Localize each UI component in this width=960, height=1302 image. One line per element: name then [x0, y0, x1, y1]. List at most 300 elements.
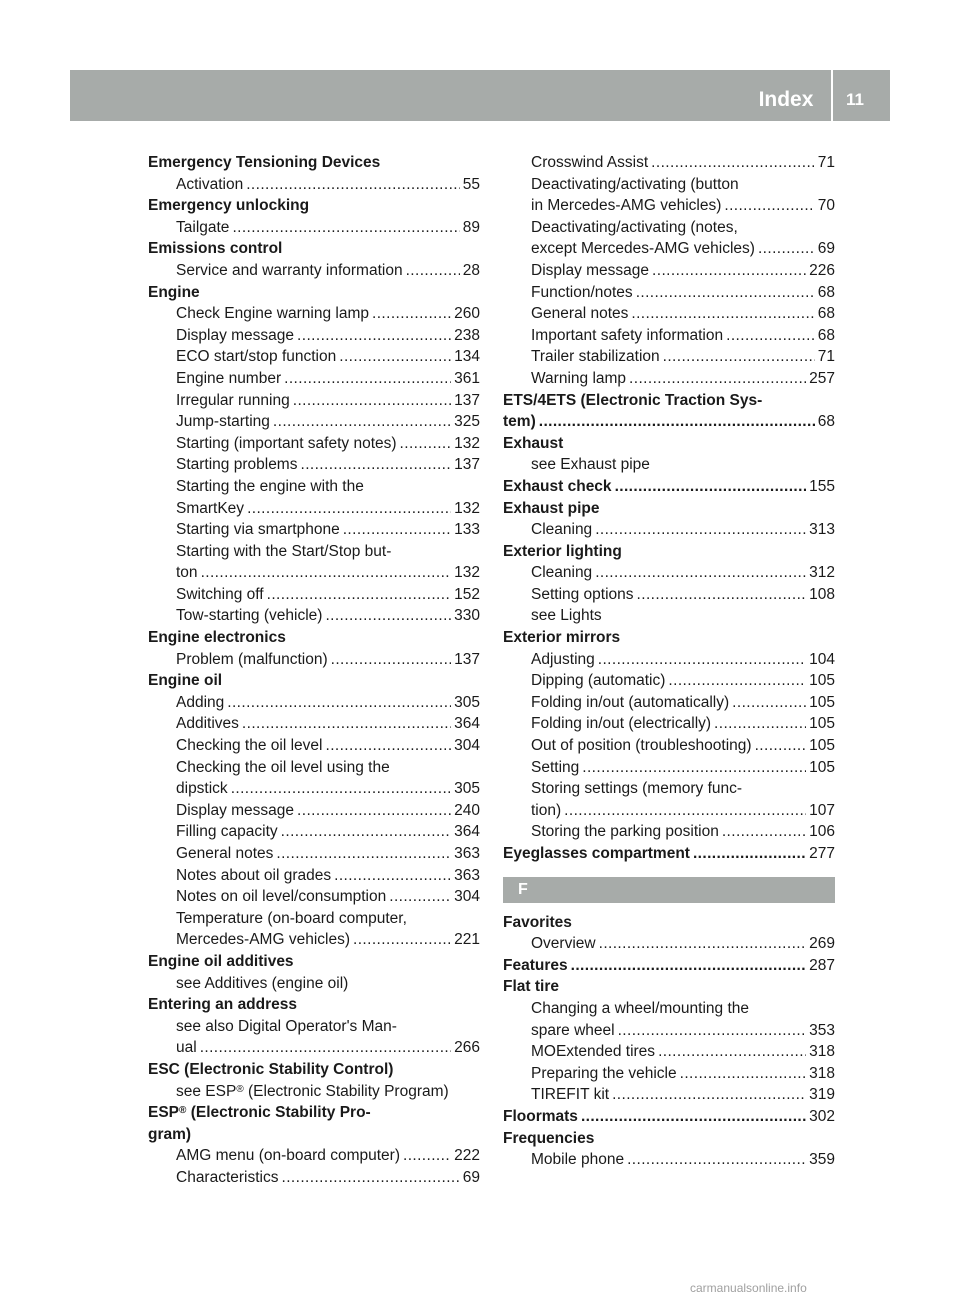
dot-leader — [658, 1041, 806, 1063]
page-reference: 104 — [809, 650, 835, 668]
index-subentry[interactable] — [148, 519, 480, 541]
dot-leader — [631, 303, 814, 325]
entry-text: Trailer stabilization — [531, 348, 660, 366]
dot-leader — [246, 174, 460, 196]
page-reference: 105 — [809, 758, 835, 776]
index-entry — [148, 1102, 480, 1124]
index-subentry — [148, 541, 480, 563]
dot-leader — [627, 1149, 806, 1171]
dot-leader — [755, 735, 807, 757]
entry-text: Emissions control — [148, 240, 283, 258]
entry-text: ual — [176, 1039, 197, 1057]
dot-leader — [231, 778, 451, 800]
entry-text: Exterior mirrors — [503, 629, 621, 647]
page-reference: 312 — [809, 564, 835, 582]
entry-text: Features — [503, 956, 568, 974]
index-subentry[interactable] — [503, 933, 835, 955]
page-reference: 364 — [454, 823, 480, 841]
page-reference: 137 — [454, 650, 480, 668]
entry-text: see Lights — [531, 607, 602, 625]
entry-text: Exhaust pipe — [503, 499, 600, 517]
entry-text: Important safety information — [531, 326, 724, 344]
dot-leader — [599, 933, 807, 955]
index-entry — [503, 433, 835, 455]
page-reference: 105 — [809, 715, 835, 733]
index-subentry[interactable] — [503, 303, 835, 325]
entry-text: Adding — [176, 693, 225, 711]
index-subentry[interactable] — [148, 692, 480, 714]
dot-leader — [334, 865, 451, 887]
dot-leader — [372, 303, 451, 325]
index-subentry[interactable] — [503, 1149, 835, 1171]
entry-text: ton — [176, 564, 198, 582]
dot-leader — [325, 605, 451, 627]
index-subentry[interactable] — [148, 713, 480, 735]
index-list-f — [503, 912, 835, 1171]
index-subentry — [148, 757, 480, 779]
registered-mark: ® — [179, 1105, 187, 1117]
entry-text: Deactivating/activating (notes, — [531, 218, 738, 236]
page-reference: 132 — [454, 434, 480, 452]
index-entry — [148, 1059, 480, 1081]
entry-text: Switching off — [176, 585, 264, 603]
dot-leader — [668, 670, 806, 692]
entry-text: Emergency unlocking — [148, 197, 310, 215]
entry-text: Notes on oil level/consumption — [176, 888, 387, 906]
entry-text: Floormats — [503, 1107, 578, 1125]
page-reference: 132 — [454, 499, 480, 517]
entry-text: Warning lamp — [531, 369, 627, 387]
index-entry — [503, 541, 835, 563]
page-reference: 318 — [809, 1064, 835, 1082]
index-subentry[interactable] — [148, 843, 480, 865]
page-reference: 287 — [809, 956, 835, 974]
index-entry — [503, 627, 835, 649]
dot-leader — [403, 1145, 451, 1167]
entry-text: Preparing the vehicle — [531, 1064, 677, 1082]
entry-text: SmartKey — [176, 499, 245, 517]
index-entry[interactable] — [503, 1106, 835, 1128]
entry-text: Deactivating/activating (button — [531, 175, 739, 193]
section-title: Index — [758, 88, 814, 111]
entry-text: Mercedes-AMG vehicles) — [176, 931, 350, 949]
entry-text: tem) — [503, 413, 536, 431]
page-reference: 364 — [454, 715, 480, 733]
entry-text: Overview — [531, 935, 596, 953]
dot-leader — [724, 195, 814, 217]
index-subentry[interactable] — [503, 1020, 835, 1042]
index-subentry[interactable] — [148, 217, 480, 239]
entry-text: dipstick — [176, 780, 228, 798]
index-subentry[interactable] — [503, 282, 835, 304]
page-reference: 89 — [462, 218, 480, 236]
index-column-right — [503, 152, 835, 1171]
entry-text: Irregular running — [176, 391, 290, 409]
index-entry[interactable] — [503, 476, 835, 498]
index-subentry[interactable] — [503, 649, 835, 671]
page-reference: 361 — [454, 369, 480, 387]
index-subentry[interactable] — [148, 821, 480, 843]
entry-text: Engine oil — [148, 672, 223, 690]
entry-text: Notes about oil grades — [176, 866, 332, 884]
entry-text: Display message — [176, 801, 295, 819]
index-entry — [503, 912, 835, 934]
index-subentry[interactable] — [503, 346, 835, 368]
dot-leader — [297, 325, 451, 347]
dot-leader — [726, 325, 815, 347]
entry-text: ETS/4ETS (Electronic Traction Sys- — [503, 391, 763, 409]
entry-text: Mobile phone — [531, 1151, 625, 1169]
page-reference: 363 — [454, 845, 480, 862]
index-subentry[interactable] — [503, 325, 835, 347]
section-letter-f: F — [503, 877, 835, 903]
page-reference: 240 — [454, 801, 480, 819]
entry-text: Engine number — [176, 369, 282, 387]
page-reference: 132 — [454, 564, 480, 582]
watermark: carmanualsonline.info — [690, 1281, 807, 1295]
index-subentry[interactable] — [503, 1041, 835, 1063]
page-reference: 71 — [817, 348, 835, 366]
entry-text: Cleaning — [531, 521, 593, 539]
dot-leader — [595, 519, 806, 541]
entry-text: Exterior lighting — [503, 542, 622, 560]
entry-text: Engine oil additives — [148, 952, 294, 970]
index-subentry[interactable] — [148, 735, 480, 757]
entry-text: Additives — [176, 715, 239, 733]
index-entry[interactable] — [503, 955, 835, 977]
page-reference: 155 — [809, 477, 835, 495]
dot-leader — [693, 843, 806, 865]
page-reference: 318 — [809, 1043, 835, 1061]
index-subentry[interactable] — [148, 800, 480, 822]
page-reference: 69 — [817, 240, 835, 258]
page-reference: 277 — [809, 845, 835, 862]
entry-text: Characteristics — [176, 1168, 279, 1186]
index-subentry[interactable] — [148, 498, 480, 520]
page-reference: 69 — [462, 1168, 480, 1186]
page-reference: 133 — [454, 521, 480, 539]
dot-leader — [732, 692, 806, 714]
entry-text: see also Digital Operator's Man- — [176, 1017, 397, 1035]
page-reference: 363 — [454, 866, 480, 884]
dot-leader — [652, 260, 806, 282]
entry-text: Engine electronics — [148, 629, 286, 647]
page-reference: 305 — [454, 693, 480, 711]
index-subentry[interactable] — [148, 1037, 480, 1059]
dot-leader — [339, 346, 451, 368]
dot-leader — [615, 476, 807, 498]
index-subentry[interactable] — [503, 757, 835, 779]
page-reference: 152 — [454, 585, 480, 603]
dot-leader — [200, 1037, 451, 1059]
dot-leader — [406, 260, 460, 282]
entry-text: Dipping (automatic) — [531, 672, 666, 690]
page-reference: 68 — [817, 413, 835, 431]
entry-text: gram) — [148, 1125, 192, 1143]
entry-text: MOExtended tires — [531, 1043, 656, 1061]
index-subentry[interactable] — [148, 433, 480, 455]
index-entry — [148, 670, 480, 692]
dot-leader — [389, 886, 451, 908]
page-reference: 70 — [817, 197, 835, 215]
index-subentry[interactable] — [503, 238, 835, 260]
dot-leader — [663, 346, 815, 368]
page-reference: 68 — [817, 326, 835, 344]
page-reference: 222 — [454, 1147, 480, 1165]
entry-text: see Additives (engine oil) — [176, 974, 349, 992]
index-subentry — [148, 908, 480, 930]
index-entry — [148, 994, 480, 1016]
index-subentry[interactable] — [503, 692, 835, 714]
entry-text: TIREFIT kit — [531, 1086, 610, 1104]
page-reference: 304 — [454, 737, 480, 755]
index-subentry — [503, 174, 835, 196]
entry-text: Storing settings (memory func- — [531, 780, 743, 798]
dot-leader — [612, 1084, 806, 1106]
index-subentry[interactable] — [148, 865, 480, 887]
index-subentry[interactable] — [503, 670, 835, 692]
entry-text: see Exhaust pipe — [531, 456, 650, 474]
index-subentry[interactable] — [148, 562, 480, 584]
entry-text: Emergency Tensioning Devices — [148, 154, 381, 171]
index-subentry[interactable] — [148, 368, 480, 390]
page-reference: 71 — [817, 154, 835, 171]
entry-text: Check Engine warning lamp — [176, 305, 369, 323]
entry-text: Tailgate — [176, 218, 230, 236]
entry-text: Starting problems — [176, 456, 298, 474]
entry-text: except Mercedes-AMG vehicles) — [531, 240, 755, 258]
entry-text: Starting via smartphone — [176, 521, 340, 539]
dot-leader — [276, 843, 451, 865]
index-subentry[interactable] — [148, 605, 480, 627]
page-reference: 313 — [809, 521, 835, 539]
entry-text: Starting the engine with the — [176, 477, 364, 495]
index-subentry[interactable] — [503, 519, 835, 541]
entry-text: Changing a wheel/mounting the — [531, 999, 750, 1017]
index-subentry[interactable] — [148, 325, 480, 347]
index-subentry[interactable] — [148, 260, 480, 282]
entry-text: Storing the parking position — [531, 823, 719, 841]
index-subentry[interactable] — [503, 1084, 835, 1106]
index-subentry[interactable] — [148, 411, 480, 433]
page-reference: 105 — [809, 737, 835, 755]
index-subentry — [503, 605, 835, 627]
index-entry — [148, 627, 480, 649]
page-reference: 55 — [462, 175, 480, 193]
page-reference: 266 — [454, 1039, 480, 1057]
page-reference: 107 — [809, 801, 835, 819]
entry-text: Crosswind Assist — [531, 154, 649, 171]
entry-text: Entering an address — [148, 996, 298, 1014]
entry-text: General notes — [176, 845, 274, 862]
page-number: 11 — [846, 90, 864, 109]
index-subentry — [148, 1081, 480, 1103]
page-reference: 260 — [454, 305, 480, 323]
dot-leader — [598, 649, 806, 671]
index-subentry — [148, 973, 480, 995]
entry-text: Folding in/out (electrically) — [531, 715, 712, 733]
dot-leader — [651, 152, 815, 174]
index-entry — [503, 1128, 835, 1150]
index-subentry[interactable] — [148, 390, 480, 412]
dot-leader — [242, 713, 451, 735]
dot-leader — [353, 929, 451, 951]
entry-text: Folding in/out (automatically) — [531, 693, 730, 711]
entry-text: General notes — [531, 305, 629, 323]
entry-text: Frequencies — [503, 1129, 595, 1147]
index-list-e-continued — [503, 152, 835, 865]
page-reference: 226 — [809, 261, 835, 279]
page-reference: 137 — [454, 456, 480, 474]
entry-text: spare wheel — [531, 1021, 615, 1039]
index-subentry[interactable] — [503, 800, 835, 822]
dot-leader — [582, 757, 806, 779]
index-entry — [148, 1124, 480, 1146]
entry-text: Eyeglasses compartment — [503, 845, 690, 862]
entry-text: AMG menu (on-board computer) — [176, 1147, 400, 1165]
dot-leader — [571, 955, 807, 977]
dot-leader — [343, 519, 451, 541]
index-entry[interactable] — [503, 843, 835, 865]
dot-leader — [281, 821, 451, 843]
dot-leader — [714, 713, 806, 735]
dot-leader — [637, 584, 807, 606]
entry-text: Cleaning — [531, 564, 593, 582]
index-entry — [148, 152, 480, 174]
entry-text: Favorites — [503, 913, 572, 931]
entry-text: Filling capacity — [176, 823, 278, 841]
dot-leader — [293, 390, 451, 412]
entry-text: Adjusting — [531, 650, 595, 668]
index-subentry[interactable] — [148, 886, 480, 908]
dot-leader — [284, 368, 451, 390]
entry-text: Checking the oil level — [176, 737, 323, 755]
entry-text: Tow-starting (vehicle) — [176, 607, 323, 625]
entry-text: tion) — [531, 801, 562, 819]
dot-leader — [325, 735, 451, 757]
dot-leader — [300, 454, 451, 476]
page-reference: 305 — [454, 780, 480, 798]
dot-leader — [581, 1106, 806, 1128]
index-subentry[interactable] — [148, 584, 480, 606]
entry-text: Problem (malfunction) — [176, 650, 328, 668]
dot-leader — [247, 498, 451, 520]
index-subentry[interactable] — [148, 929, 480, 951]
page-reference: 302 — [809, 1107, 835, 1125]
index-subentry[interactable] — [148, 1145, 480, 1167]
index-column-left — [148, 152, 480, 1189]
index-entry — [148, 195, 480, 217]
dot-leader — [267, 584, 452, 606]
dot-leader — [232, 217, 459, 239]
index-subentry[interactable] — [503, 562, 835, 584]
index-subentry — [148, 476, 480, 498]
page-reference: 238 — [454, 326, 480, 344]
index-subentry[interactable] — [503, 735, 835, 757]
index-subentry[interactable] — [503, 260, 835, 282]
entry-text: Exhaust check — [503, 477, 612, 495]
dot-leader — [273, 411, 451, 433]
index-entry — [503, 390, 835, 412]
page-reference: 257 — [809, 369, 835, 387]
index-subentry[interactable] — [148, 346, 480, 368]
index-subentry[interactable] — [148, 649, 480, 671]
page-reference: 325 — [454, 413, 480, 431]
entry-text: Activation — [176, 175, 244, 193]
dot-leader — [297, 800, 451, 822]
index-subentry[interactable] — [503, 195, 835, 217]
index-subentry — [148, 1016, 480, 1038]
page-reference: 330 — [454, 607, 480, 625]
index-subentry[interactable] — [503, 584, 835, 606]
index-subentry[interactable] — [148, 454, 480, 476]
index-subentry[interactable] — [503, 821, 835, 843]
page-reference: 359 — [809, 1151, 835, 1169]
dot-leader — [618, 1020, 807, 1042]
dot-leader — [636, 282, 815, 304]
page-reference: 221 — [454, 931, 480, 949]
entry-text: Starting with the Start/Stop but- — [176, 542, 392, 560]
dot-leader — [758, 238, 815, 260]
index-subentry — [503, 217, 835, 239]
index-subentry[interactable] — [148, 174, 480, 196]
entry-text: Exhaust — [503, 434, 564, 452]
index-subentry[interactable] — [503, 152, 835, 174]
dot-leader — [680, 1063, 807, 1085]
index-entry — [148, 238, 480, 260]
dot-leader — [282, 1167, 460, 1189]
index-subentry[interactable] — [148, 778, 480, 800]
index-subentry — [503, 778, 835, 800]
dot-leader — [400, 433, 452, 455]
page-reference: 353 — [809, 1021, 835, 1039]
entry-text: ECO start/stop function — [176, 348, 337, 366]
index-subentry[interactable] — [148, 1167, 480, 1189]
page-reference: 105 — [809, 693, 835, 711]
index-entry[interactable] — [503, 411, 835, 433]
page-reference: 319 — [809, 1086, 835, 1104]
entry-text: Flat tire — [503, 978, 559, 996]
page-reference: 105 — [809, 672, 835, 690]
dot-leader — [629, 368, 806, 390]
entry-text: Service and warranty information — [176, 261, 403, 279]
index-subentry — [503, 998, 835, 1020]
index-subentry[interactable] — [503, 713, 835, 735]
entry-text: Out of position (troubleshooting) — [531, 737, 752, 755]
index-subentry[interactable] — [503, 368, 835, 390]
dot-leader — [564, 800, 806, 822]
entry-text: see ESP® (Electronic Stability Program) — [176, 1082, 449, 1100]
entry-text: Checking the oil level using the — [176, 758, 390, 776]
index-subentry[interactable] — [148, 303, 480, 325]
entry-text: Jump-starting — [176, 413, 270, 431]
entry-text: Engine — [148, 283, 200, 301]
page-reference: 106 — [809, 823, 835, 841]
page-reference: 304 — [454, 888, 480, 906]
index-subentry[interactable] — [503, 1063, 835, 1085]
entry-text: Display message — [531, 261, 650, 279]
page-reference: 68 — [817, 305, 835, 323]
entry-text: Starting (important safety notes) — [176, 434, 397, 452]
header-divider — [831, 70, 833, 121]
entry-text: ESP® (Electronic Stability Pro- — [148, 1104, 371, 1122]
entry-text: Function/notes — [531, 283, 633, 301]
index-subentry — [503, 454, 835, 476]
page-reference: 269 — [809, 935, 835, 953]
dot-leader — [227, 692, 451, 714]
registered-mark: ® — [236, 1083, 244, 1095]
entry-text: Display message — [176, 326, 295, 344]
